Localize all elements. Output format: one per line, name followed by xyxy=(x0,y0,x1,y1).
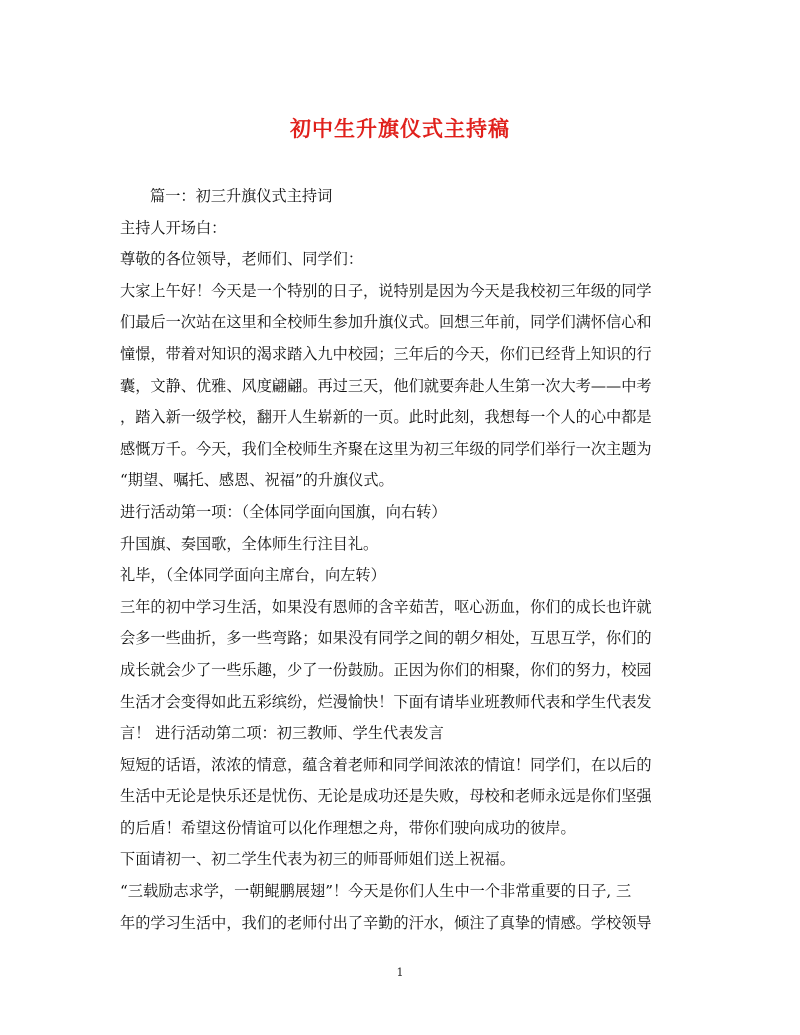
paragraph-line: 三年的初中学习生活，如果没有恩师的含辛茹苦，呕心沥血，你们的成长也许就 xyxy=(120,597,652,616)
paragraph-line: 升国旗、奏国歌，全体师生行注目礼。 xyxy=(120,534,379,553)
document-title: 初中生升旗仪式主持稿 xyxy=(290,116,510,141)
paragraph-line: 憧憬，带着对知识的渴求踏入九中校园；三年后的今天，你们已经背上知识的行 xyxy=(120,344,652,363)
paragraph-line: 大家上午好！今天是一个特别的日子，说特别是因为今天是我校初三年级的同学 xyxy=(120,281,652,300)
paragraph-line: 短短的话语，浓浓的情意，蕴含着老师和同学间浓浓的情谊！同学们，在以后的 xyxy=(120,755,652,774)
paragraph-line: 进行活动第一项：（全体同学面向国旗，向右转） xyxy=(120,502,447,521)
paragraph-line: 篇一：初三升旗仪式主持词 xyxy=(150,187,333,205)
paragraph-line: “三载励志求学，一朝鲲鹏展翅”！今天是你们人生中一个非常重要的日子, 三 xyxy=(120,882,632,901)
paragraph-line: “期望、嘱托、感恩、祝福”的升旗仪式。 xyxy=(120,471,394,490)
paragraph-line: 感慨万千。今天，我们全校师生齐聚在这里为初三年级的同学们举行一次主题为 xyxy=(120,439,652,458)
paragraph-line: 成长就会少了一些乐趣，少了一份鼓励。正因为你们的相聚，你们的努力，校园 xyxy=(120,660,652,679)
document-body xyxy=(120,181,682,939)
paragraph-line: 主持人开场白： xyxy=(120,218,227,237)
paragraph-line: 的后盾！希望这份情谊可以化作理想之舟，带你们驶向成功的彼岸。 xyxy=(120,818,576,837)
page-number: 1 xyxy=(396,966,404,979)
paragraph-line: 礼毕，（全体同学面向主席台，向左转） xyxy=(120,566,386,585)
paragraph-line: 们最后一次站在这里和全校师生参加升旗仪式。回想三年前，同学们满怀信心和 xyxy=(120,313,652,332)
paragraph-line: 会多一些曲折，多一些弯路；如果没有同学之间的朝夕相处，互思互学，你们的 xyxy=(120,629,652,648)
paragraph-line: 生活才会变得如此五彩缤纷，烂漫愉快！下面有请毕业班教师代表和学生代表发 xyxy=(120,692,652,711)
paragraph-line: ，踏入新一级学校，翻开人生崭新的一页。此时此刻，我想每一个人的心中都是 xyxy=(120,408,652,427)
paragraph-line: 下面请初一、初二学生代表为初三的师哥师姐们送上祝福。 xyxy=(120,850,515,869)
paragraph-line: 生活中无论是快乐还是忧伤、无论是成功还是失败，母校和老师永远是你们坚强 xyxy=(120,787,652,806)
paragraph-line: 年的学习生活中，我们的老师付出了辛勤的汗水，倾注了真挚的情感。学校领导 xyxy=(120,913,652,932)
paragraph-line: 囊，文静、优雅、风度翩翩。再过三天，他们就要奔赴人生第一次大考——中考 xyxy=(120,376,652,395)
paragraph-line: 尊敬的各位领导，老师们、同学们： xyxy=(120,250,363,269)
paragraph-line: 言！ 进行活动第二项：初三教师、学生代表发言 xyxy=(120,724,444,743)
